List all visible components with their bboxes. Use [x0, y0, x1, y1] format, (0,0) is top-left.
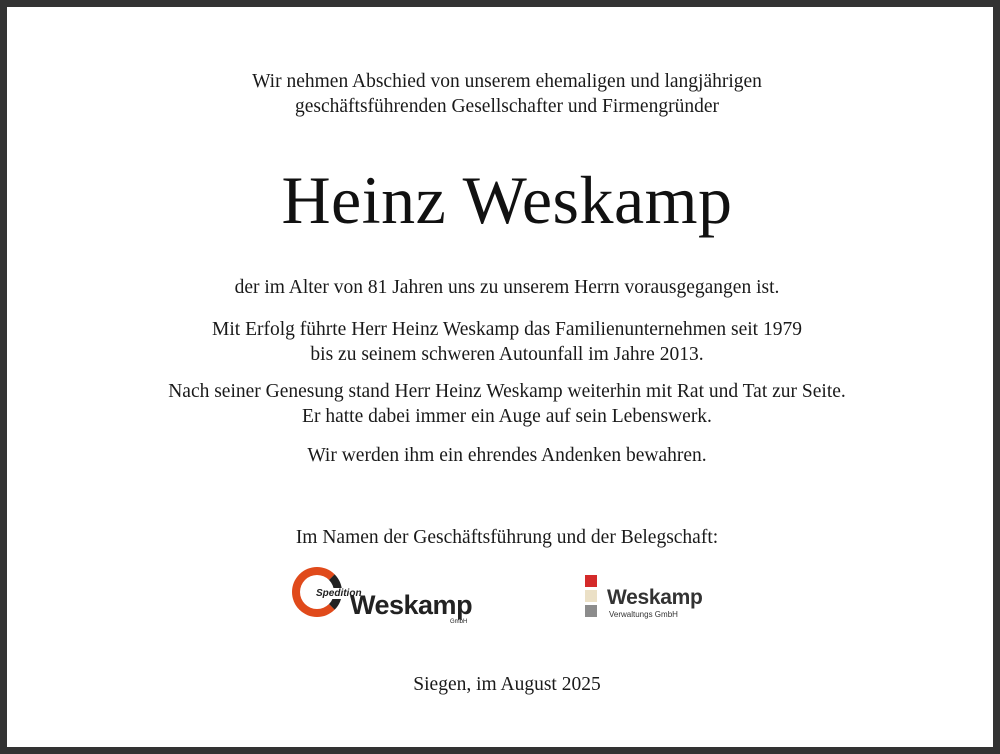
paragraph-memory: Wir werden ihm ein ehrendes Andenken bewahren.	[307, 445, 707, 466]
beige-square-icon	[585, 590, 597, 602]
place-and-date: Siegen, im August 2025	[413, 674, 601, 695]
logo-weskamp-wordmark: Weskamp	[350, 590, 473, 620]
intro-line-1: Wir nehmen Abschied von unserem ehemaligen und langjährigen	[252, 71, 762, 92]
intro-line-2: geschäftsführenden Gesellschafter und Firmengründer	[295, 96, 719, 117]
logo-gmbh-text: GmbH	[450, 619, 468, 625]
logo-spedition-text: Spedition	[316, 588, 362, 599]
paragraph-recovery-line-1: Nach seiner Genesung stand Herr Heinz Weskamp weiterhin mit Rat und Tat zur Seite.	[168, 381, 846, 402]
paragraph-age: der im Alter von 81 Jahren uns zu unserem Herrn vorausgegangen ist.	[234, 277, 780, 298]
deceased-name: Heinz Weskamp	[281, 162, 733, 238]
paragraph-career-line-1: Mit Erfolg führte Herr Heinz Weskamp das Familienunternehmen seit 1979	[212, 319, 802, 340]
red-square-icon	[585, 575, 597, 587]
logo-weskamp-wordmark: Weskamp	[607, 586, 703, 609]
paragraph-career-line-2: bis zu seinem schweren Autounfall im Jahre 2013.	[310, 344, 704, 365]
logo-verwaltung-subtitle: Verwaltungs GmbH	[609, 610, 678, 619]
paragraph-recovery	[7, 379, 1000, 429]
spedition-weskamp-logo	[292, 567, 492, 627]
paragraph-recovery-line-2: Er hatte dabei immer ein Auge auf sein Lebenswerk.	[302, 406, 712, 427]
weskamp-verwaltung-logo	[585, 575, 745, 621]
intro-text	[7, 69, 1000, 119]
signoff-text: Im Namen der Geschäftsführung und der Belegschaft:	[295, 527, 719, 548]
paragraph-career	[7, 317, 1000, 367]
grey-square-icon	[585, 605, 597, 617]
